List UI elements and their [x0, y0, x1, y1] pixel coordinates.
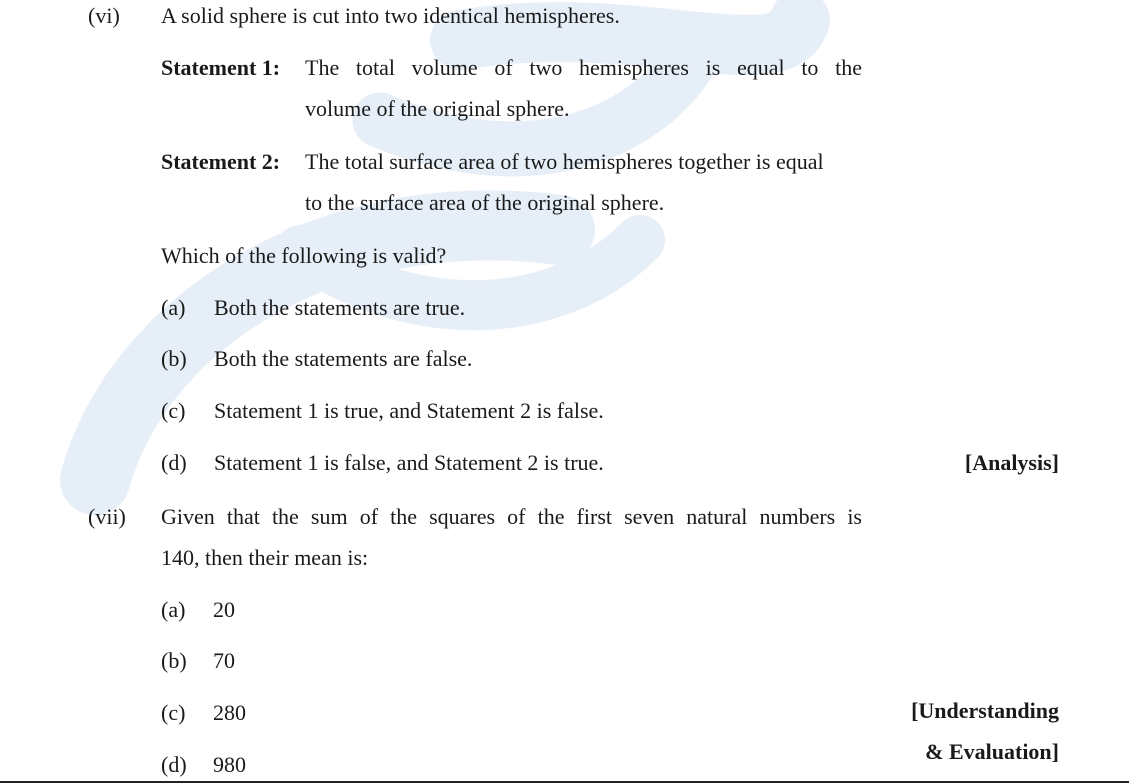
option-text-vi-b: Both the statements are false. [214, 346, 473, 371]
option-text-vi-c: Statement 1 is true, and Statement 2 is false. [214, 398, 604, 423]
cognitive-tag-analysis: [Analysis] [964, 450, 1059, 475]
option-letter-vi-c: (c) [161, 398, 186, 423]
cognitive-tag-evaluation: & Evaluation] [925, 739, 1059, 764]
page-bottom-rule [0, 781, 1129, 783]
option-letter-vii-c: (c) [161, 700, 186, 725]
option-text-vi-a: Both the statements are true. [214, 295, 466, 320]
option-text-vii-c: 280 [213, 700, 246, 725]
question-number-vi: (vi) [88, 3, 120, 28]
statement-2-label: Statement 2: [161, 149, 281, 174]
statement-2-line-1: The total surface area of two hemispheres together is equal [305, 149, 824, 174]
question-stem-vi: A solid sphere is cut into two identical hemispheres. [161, 3, 620, 28]
statement-1-line-1: The total volume of two hemispheres is equal to the [305, 55, 862, 80]
question-stem-vii-line-2: 140, then their mean is: [161, 545, 369, 570]
option-text-vi-d: Statement 1 is false, and Statement 2 is true. [214, 450, 604, 475]
question-number-vii: (vii) [88, 504, 126, 529]
option-text-vii-b: 70 [213, 648, 235, 673]
statement-2-line-2: to the surface area of the original sphere. [305, 190, 665, 215]
statement-1-label: Statement 1: [161, 55, 281, 80]
option-letter-vi-d: (d) [161, 450, 187, 475]
option-letter-vii-d: (d) [161, 752, 187, 777]
cognitive-tag-understanding: [Understanding [911, 698, 1059, 723]
option-letter-vi-b: (b) [161, 346, 187, 371]
question-stem-vii-line-1: Given that the sum of the squares of the first seven natural numbers is [161, 504, 862, 529]
statement-1-line-2: volume of the original sphere. [305, 96, 570, 121]
option-text-vii-d: 980 [213, 752, 246, 777]
option-letter-vii-a: (a) [161, 597, 186, 622]
question-prompt-vi: Which of the following is valid? [161, 243, 447, 268]
option-letter-vi-a: (a) [161, 295, 186, 320]
option-text-vii-a: 20 [213, 597, 235, 622]
option-letter-vii-b: (b) [161, 648, 187, 673]
